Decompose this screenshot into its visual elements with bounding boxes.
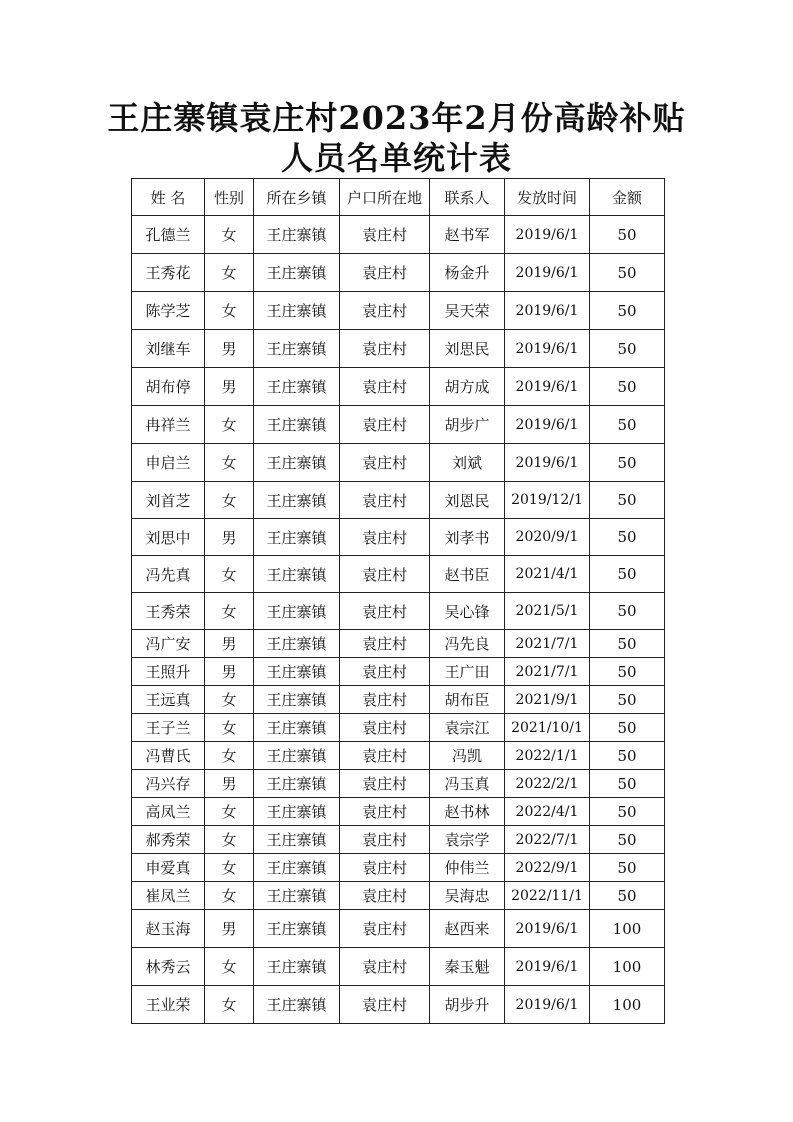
cell-contact: 胡布臣 — [430, 686, 505, 714]
cell-gender: 女 — [205, 216, 254, 254]
cell-amount: 50 — [590, 519, 665, 556]
cell-gender: 女 — [205, 882, 254, 910]
cell-issue-date: 2022/2/1 — [505, 770, 590, 798]
cell-issue-date: 2019/6/1 — [505, 406, 590, 444]
cell-household: 袁庄村 — [340, 770, 430, 798]
cell-gender: 男 — [205, 910, 254, 948]
cell-township: 王庄寨镇 — [254, 254, 340, 292]
cell-contact: 刘斌 — [430, 444, 505, 482]
cell-name: 冯兴存 — [132, 770, 205, 798]
table-row — [132, 948, 665, 986]
cell-household: 袁庄村 — [340, 798, 430, 826]
cell-amount: 50 — [590, 742, 665, 770]
document-title-line-1: 王庄寨镇袁庄村2023年2月份高龄补贴 — [107, 99, 686, 137]
cell-township: 王庄寨镇 — [254, 826, 340, 854]
document-title-line-2: 人员名单统计表 — [280, 139, 512, 177]
table-row — [132, 216, 665, 254]
cell-gender: 女 — [205, 292, 254, 330]
cell-township: 王庄寨镇 — [254, 854, 340, 882]
cell-township: 王庄寨镇 — [254, 482, 340, 519]
cell-contact: 刘孝书 — [430, 519, 505, 556]
cell-issue-date: 2019/6/1 — [505, 948, 590, 986]
cell-name: 崔凤兰 — [132, 882, 205, 910]
cell-amount: 50 — [590, 826, 665, 854]
cell-amount: 50 — [590, 882, 665, 910]
cell-name: 冉祥兰 — [132, 406, 205, 444]
cell-amount: 50 — [590, 556, 665, 593]
cell-contact: 胡步广 — [430, 406, 505, 444]
table-row — [132, 292, 665, 330]
cell-household: 袁庄村 — [340, 519, 430, 556]
cell-contact: 赵书林 — [430, 798, 505, 826]
cell-household: 袁庄村 — [340, 216, 430, 254]
cell-name: 刘首芝 — [132, 482, 205, 519]
cell-name: 申爱真 — [132, 854, 205, 882]
table-row — [132, 519, 665, 556]
cell-issue-date: 2020/9/1 — [505, 519, 590, 556]
cell-issue-date: 2021/4/1 — [505, 556, 590, 593]
cell-gender: 男 — [205, 519, 254, 556]
cell-household: 袁庄村 — [340, 882, 430, 910]
cell-name: 王子兰 — [132, 714, 205, 742]
cell-township: 王庄寨镇 — [254, 292, 340, 330]
cell-name: 高凤兰 — [132, 798, 205, 826]
cell-gender: 女 — [205, 556, 254, 593]
cell-name: 孔德兰 — [132, 216, 205, 254]
cell-township: 王庄寨镇 — [254, 593, 340, 630]
table-row — [132, 986, 665, 1024]
cell-township: 王庄寨镇 — [254, 406, 340, 444]
cell-township: 王庄寨镇 — [254, 658, 340, 686]
cell-issue-date: 2021/7/1 — [505, 658, 590, 686]
header-issue-date: 发放时间 — [505, 179, 590, 216]
cell-household: 袁庄村 — [340, 854, 430, 882]
cell-township: 王庄寨镇 — [254, 882, 340, 910]
cell-gender: 女 — [205, 444, 254, 482]
cell-issue-date: 2022/11/1 — [505, 882, 590, 910]
cell-township: 王庄寨镇 — [254, 519, 340, 556]
cell-township: 王庄寨镇 — [254, 216, 340, 254]
cell-gender: 女 — [205, 482, 254, 519]
cell-contact: 王广田 — [430, 658, 505, 686]
cell-gender: 女 — [205, 798, 254, 826]
cell-township: 王庄寨镇 — [254, 444, 340, 482]
cell-contact: 袁宗江 — [430, 714, 505, 742]
cell-household: 袁庄村 — [340, 593, 430, 630]
table-row — [132, 910, 665, 948]
cell-contact: 胡步升 — [430, 986, 505, 1024]
cell-issue-date: 2019/6/1 — [505, 368, 590, 406]
cell-household: 袁庄村 — [340, 986, 430, 1024]
cell-household: 袁庄村 — [340, 658, 430, 686]
cell-gender: 女 — [205, 948, 254, 986]
header-township: 所在乡镇 — [254, 179, 340, 216]
cell-amount: 50 — [590, 714, 665, 742]
table-row — [132, 686, 665, 714]
cell-amount: 50 — [590, 216, 665, 254]
cell-amount: 50 — [590, 482, 665, 519]
cell-contact: 秦玉魁 — [430, 948, 505, 986]
table-row — [132, 770, 665, 798]
table-row — [132, 593, 665, 630]
cell-contact: 仲伟兰 — [430, 854, 505, 882]
cell-contact: 刘思民 — [430, 330, 505, 368]
cell-household: 袁庄村 — [340, 686, 430, 714]
cell-amount: 50 — [590, 368, 665, 406]
cell-gender: 男 — [205, 330, 254, 368]
cell-name: 林秀云 — [132, 948, 205, 986]
cell-issue-date: 2021/9/1 — [505, 686, 590, 714]
cell-township: 王庄寨镇 — [254, 630, 340, 658]
cell-contact: 胡方成 — [430, 368, 505, 406]
cell-gender: 女 — [205, 742, 254, 770]
cell-amount: 50 — [590, 630, 665, 658]
cell-gender: 男 — [205, 368, 254, 406]
cell-household: 袁庄村 — [340, 910, 430, 948]
cell-household: 袁庄村 — [340, 630, 430, 658]
cell-contact: 冯凯 — [430, 742, 505, 770]
cell-township: 王庄寨镇 — [254, 910, 340, 948]
cell-contact: 冯先良 — [430, 630, 505, 658]
cell-contact: 赵书臣 — [430, 556, 505, 593]
table-row — [132, 368, 665, 406]
cell-amount: 50 — [590, 330, 665, 368]
cell-gender: 女 — [205, 826, 254, 854]
cell-amount: 50 — [590, 686, 665, 714]
cell-gender: 男 — [205, 770, 254, 798]
table-row — [132, 444, 665, 482]
cell-issue-date: 2019/6/1 — [505, 330, 590, 368]
cell-issue-date: 2019/6/1 — [505, 292, 590, 330]
cell-name: 郝秀荣 — [132, 826, 205, 854]
cell-name: 王秀花 — [132, 254, 205, 292]
cell-contact: 吴心锋 — [430, 593, 505, 630]
cell-amount: 50 — [590, 798, 665, 826]
cell-amount: 50 — [590, 658, 665, 686]
cell-name: 王远真 — [132, 686, 205, 714]
cell-township: 王庄寨镇 — [254, 948, 340, 986]
cell-amount: 100 — [590, 986, 665, 1024]
cell-issue-date: 2021/5/1 — [505, 593, 590, 630]
cell-issue-date: 2019/6/1 — [505, 254, 590, 292]
cell-township: 王庄寨镇 — [254, 714, 340, 742]
cell-contact: 赵西来 — [430, 910, 505, 948]
cell-issue-date: 2022/4/1 — [505, 798, 590, 826]
cell-amount: 50 — [590, 254, 665, 292]
cell-township: 王庄寨镇 — [254, 686, 340, 714]
cell-household: 袁庄村 — [340, 826, 430, 854]
cell-issue-date: 2022/7/1 — [505, 826, 590, 854]
header-name: 姓 名 — [132, 179, 205, 216]
cell-name: 申启兰 — [132, 444, 205, 482]
cell-township: 王庄寨镇 — [254, 330, 340, 368]
cell-township: 王庄寨镇 — [254, 368, 340, 406]
cell-name: 王业荣 — [132, 986, 205, 1024]
cell-name: 冯曹氏 — [132, 742, 205, 770]
cell-household: 袁庄村 — [340, 948, 430, 986]
table-header-row — [132, 179, 665, 216]
cell-issue-date: 2022/1/1 — [505, 742, 590, 770]
header-contact: 联系人 — [430, 179, 505, 216]
table-row — [132, 826, 665, 854]
cell-gender: 女 — [205, 593, 254, 630]
cell-contact: 赵书军 — [430, 216, 505, 254]
cell-issue-date: 2019/6/1 — [505, 910, 590, 948]
cell-gender: 男 — [205, 630, 254, 658]
table-row — [132, 330, 665, 368]
cell-township: 王庄寨镇 — [254, 986, 340, 1024]
cell-issue-date: 2021/7/1 — [505, 630, 590, 658]
cell-contact: 袁宗学 — [430, 826, 505, 854]
cell-township: 王庄寨镇 — [254, 798, 340, 826]
table-row — [132, 714, 665, 742]
cell-name: 冯广安 — [132, 630, 205, 658]
table-row — [132, 406, 665, 444]
cell-name: 胡布停 — [132, 368, 205, 406]
cell-amount: 50 — [590, 406, 665, 444]
cell-contact: 刘恩民 — [430, 482, 505, 519]
cell-household: 袁庄村 — [340, 742, 430, 770]
table-row — [132, 798, 665, 826]
cell-household: 袁庄村 — [340, 368, 430, 406]
cell-gender: 女 — [205, 854, 254, 882]
cell-issue-date: 2022/9/1 — [505, 854, 590, 882]
cell-issue-date: 2021/10/1 — [505, 714, 590, 742]
cell-township: 王庄寨镇 — [254, 742, 340, 770]
table-row — [132, 630, 665, 658]
cell-name: 刘继车 — [132, 330, 205, 368]
cell-household: 袁庄村 — [340, 406, 430, 444]
cell-name: 陈学芝 — [132, 292, 205, 330]
header-gender: 性别 — [205, 179, 254, 216]
cell-household: 袁庄村 — [340, 292, 430, 330]
cell-gender: 男 — [205, 658, 254, 686]
cell-amount: 50 — [590, 292, 665, 330]
cell-amount: 50 — [590, 593, 665, 630]
subsidy-table — [131, 178, 665, 1024]
cell-gender: 女 — [205, 686, 254, 714]
cell-contact: 吴天荣 — [430, 292, 505, 330]
cell-name: 刘思中 — [132, 519, 205, 556]
cell-contact: 冯玉真 — [430, 770, 505, 798]
cell-issue-date: 2019/12/1 — [505, 482, 590, 519]
cell-gender: 女 — [205, 714, 254, 742]
cell-amount: 100 — [590, 948, 665, 986]
cell-name: 赵玉海 — [132, 910, 205, 948]
cell-name: 冯先真 — [132, 556, 205, 593]
cell-contact: 吴海忠 — [430, 882, 505, 910]
table-row — [132, 742, 665, 770]
cell-gender: 女 — [205, 986, 254, 1024]
cell-issue-date: 2019/6/1 — [505, 444, 590, 482]
cell-contact: 杨金升 — [430, 254, 505, 292]
cell-issue-date: 2019/6/1 — [505, 986, 590, 1024]
cell-gender: 女 — [205, 406, 254, 444]
cell-household: 袁庄村 — [340, 254, 430, 292]
cell-issue-date: 2019/6/1 — [505, 216, 590, 254]
header-amount: 金额 — [590, 179, 665, 216]
cell-household: 袁庄村 — [340, 714, 430, 742]
cell-household: 袁庄村 — [340, 482, 430, 519]
table-row — [132, 658, 665, 686]
cell-amount: 50 — [590, 770, 665, 798]
cell-name: 王照升 — [132, 658, 205, 686]
table-row — [132, 482, 665, 519]
cell-household: 袁庄村 — [340, 444, 430, 482]
cell-gender: 女 — [205, 254, 254, 292]
table-row — [132, 882, 665, 910]
cell-township: 王庄寨镇 — [254, 556, 340, 593]
cell-township: 王庄寨镇 — [254, 770, 340, 798]
cell-amount: 100 — [590, 910, 665, 948]
table-row — [132, 854, 665, 882]
cell-amount: 50 — [590, 854, 665, 882]
cell-household: 袁庄村 — [340, 330, 430, 368]
table-row — [132, 556, 665, 593]
cell-name: 王秀荣 — [132, 593, 205, 630]
cell-household: 袁庄村 — [340, 556, 430, 593]
header-household: 户口所在地 — [340, 179, 430, 216]
table-row — [132, 254, 665, 292]
cell-amount: 50 — [590, 444, 665, 482]
